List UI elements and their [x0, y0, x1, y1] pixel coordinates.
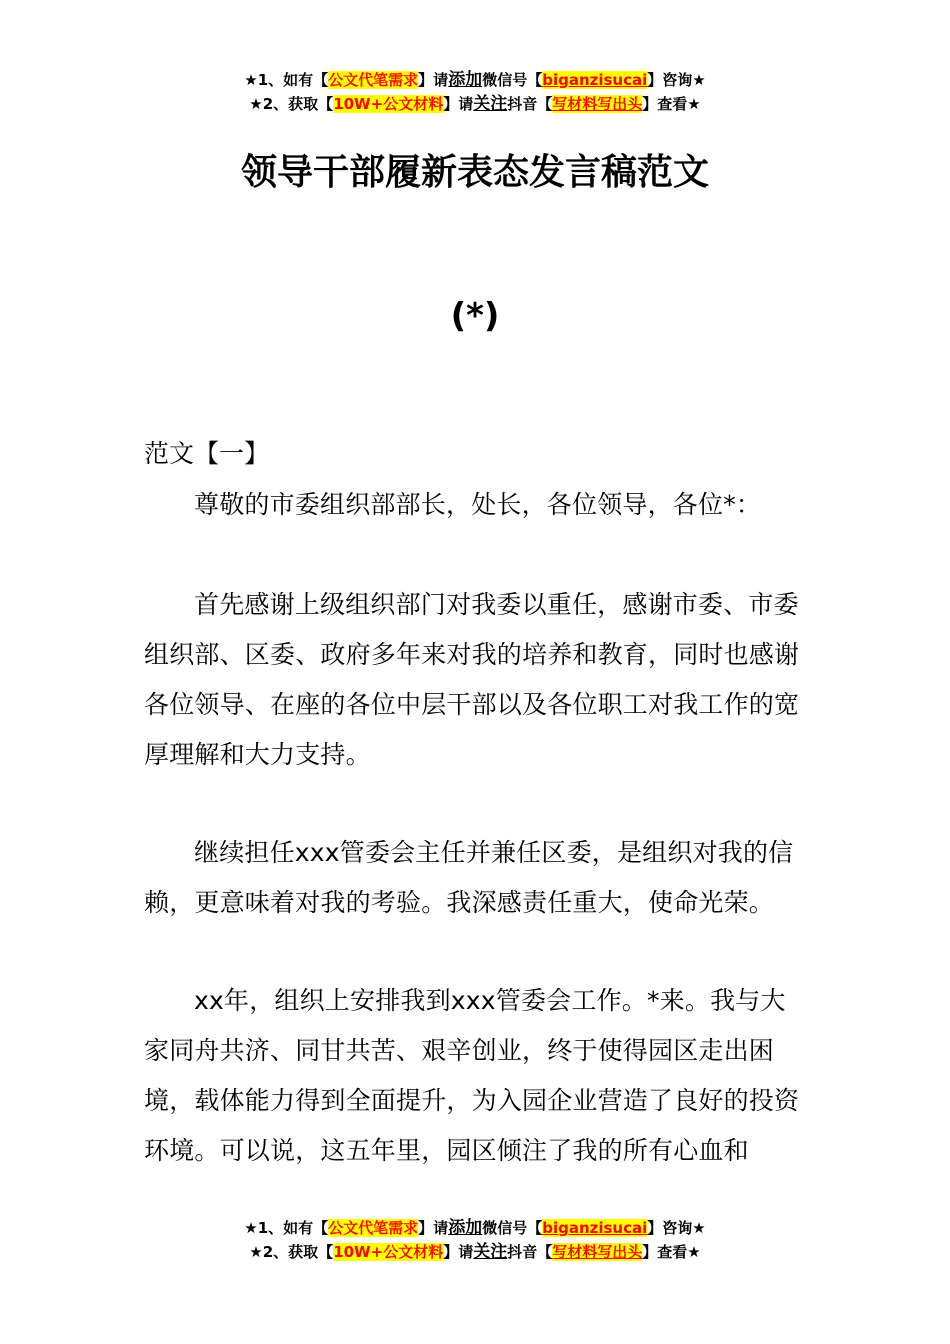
promo-line-1 [0, 1216, 950, 1240]
promo-line-1 [0, 68, 950, 92]
promo-highlight: 10W+公文材料 [333, 95, 444, 113]
promo-line-2 [0, 1240, 950, 1264]
promo-text: 】查看★ [642, 95, 701, 113]
promo-emphasis: 关注 [473, 1242, 508, 1262]
promo-text: 抖音【 [507, 1243, 553, 1261]
section-heading: 范文【一】 [144, 439, 270, 468]
promo-douyin-id: 写材料写出头 [552, 1243, 643, 1261]
promo-highlight: 公文代笔需求 [328, 1219, 419, 1237]
promo-highlight: 公文代笔需求 [328, 71, 419, 89]
promo-text: ★2、获取【 [249, 95, 334, 113]
promo-text: 】请 [443, 1243, 474, 1261]
promo-douyin-id: 写材料写出头 [552, 95, 643, 113]
paragraph: 继续担任xxx管委会主任并兼任区委，是组织对我的信赖，更意味着对我的考验。我深感责任重大，使命光荣。 [144, 838, 794, 917]
paragraph: 首先感谢上级组织部门对我委以重任，感谢市委、市委组织部、区委、政府多年来对我的培养和教育，同时也感谢各位领导、在座的各位中层干部以及各位职工对我工作的宽厚理解和大力支持。 [144, 590, 800, 769]
promo-text: 】请 [418, 71, 449, 89]
promo-text: 】请 [443, 95, 474, 113]
promo-text: ★1、如有【 [244, 71, 329, 89]
promo-wechat-id: biganzisucai [542, 71, 648, 89]
promo-text: 抖音【 [507, 95, 553, 113]
document-title: 领导干部履新表态发言稿范文 [240, 152, 709, 193]
promo-emphasis: 添加 [448, 1218, 483, 1238]
promo-emphasis: 添加 [448, 70, 483, 90]
promo-emphasis: 关注 [473, 94, 508, 114]
promo-text: 微信号【 [482, 71, 543, 89]
promo-text: 】查看★ [642, 1243, 701, 1261]
promo-text: ★2、获取【 [249, 1243, 334, 1261]
promo-line-2 [0, 92, 950, 116]
promo-banner-top [0, 68, 950, 116]
promo-banner-bottom [0, 1216, 950, 1264]
promo-highlight: 10W+公文材料 [333, 1243, 444, 1261]
promo-text: 】咨询★ [647, 71, 706, 89]
promo-text: ★1、如有【 [244, 1219, 329, 1237]
promo-text: 】咨询★ [647, 1219, 706, 1237]
promo-text: 微信号【 [482, 1219, 543, 1237]
paragraph: xx年，组织上安排我到xxx管委会工作。*来。我与大家同舟共济、同甘共苦、艰辛创业，终于使得园区走出困境，载体能力得到全面提升，为入园企业营造了良好的投资环境。可以说，这五年里，园区倾注了我的所有心血和 [144, 986, 800, 1165]
document-subtitle: (*) [450, 296, 500, 336]
promo-text: 】请 [418, 1219, 449, 1237]
promo-wechat-id: biganzisucai [542, 1219, 648, 1237]
paragraph-salutation: 尊敬的市委组织部部长，处长，各位领导，各位*： [194, 490, 762, 519]
